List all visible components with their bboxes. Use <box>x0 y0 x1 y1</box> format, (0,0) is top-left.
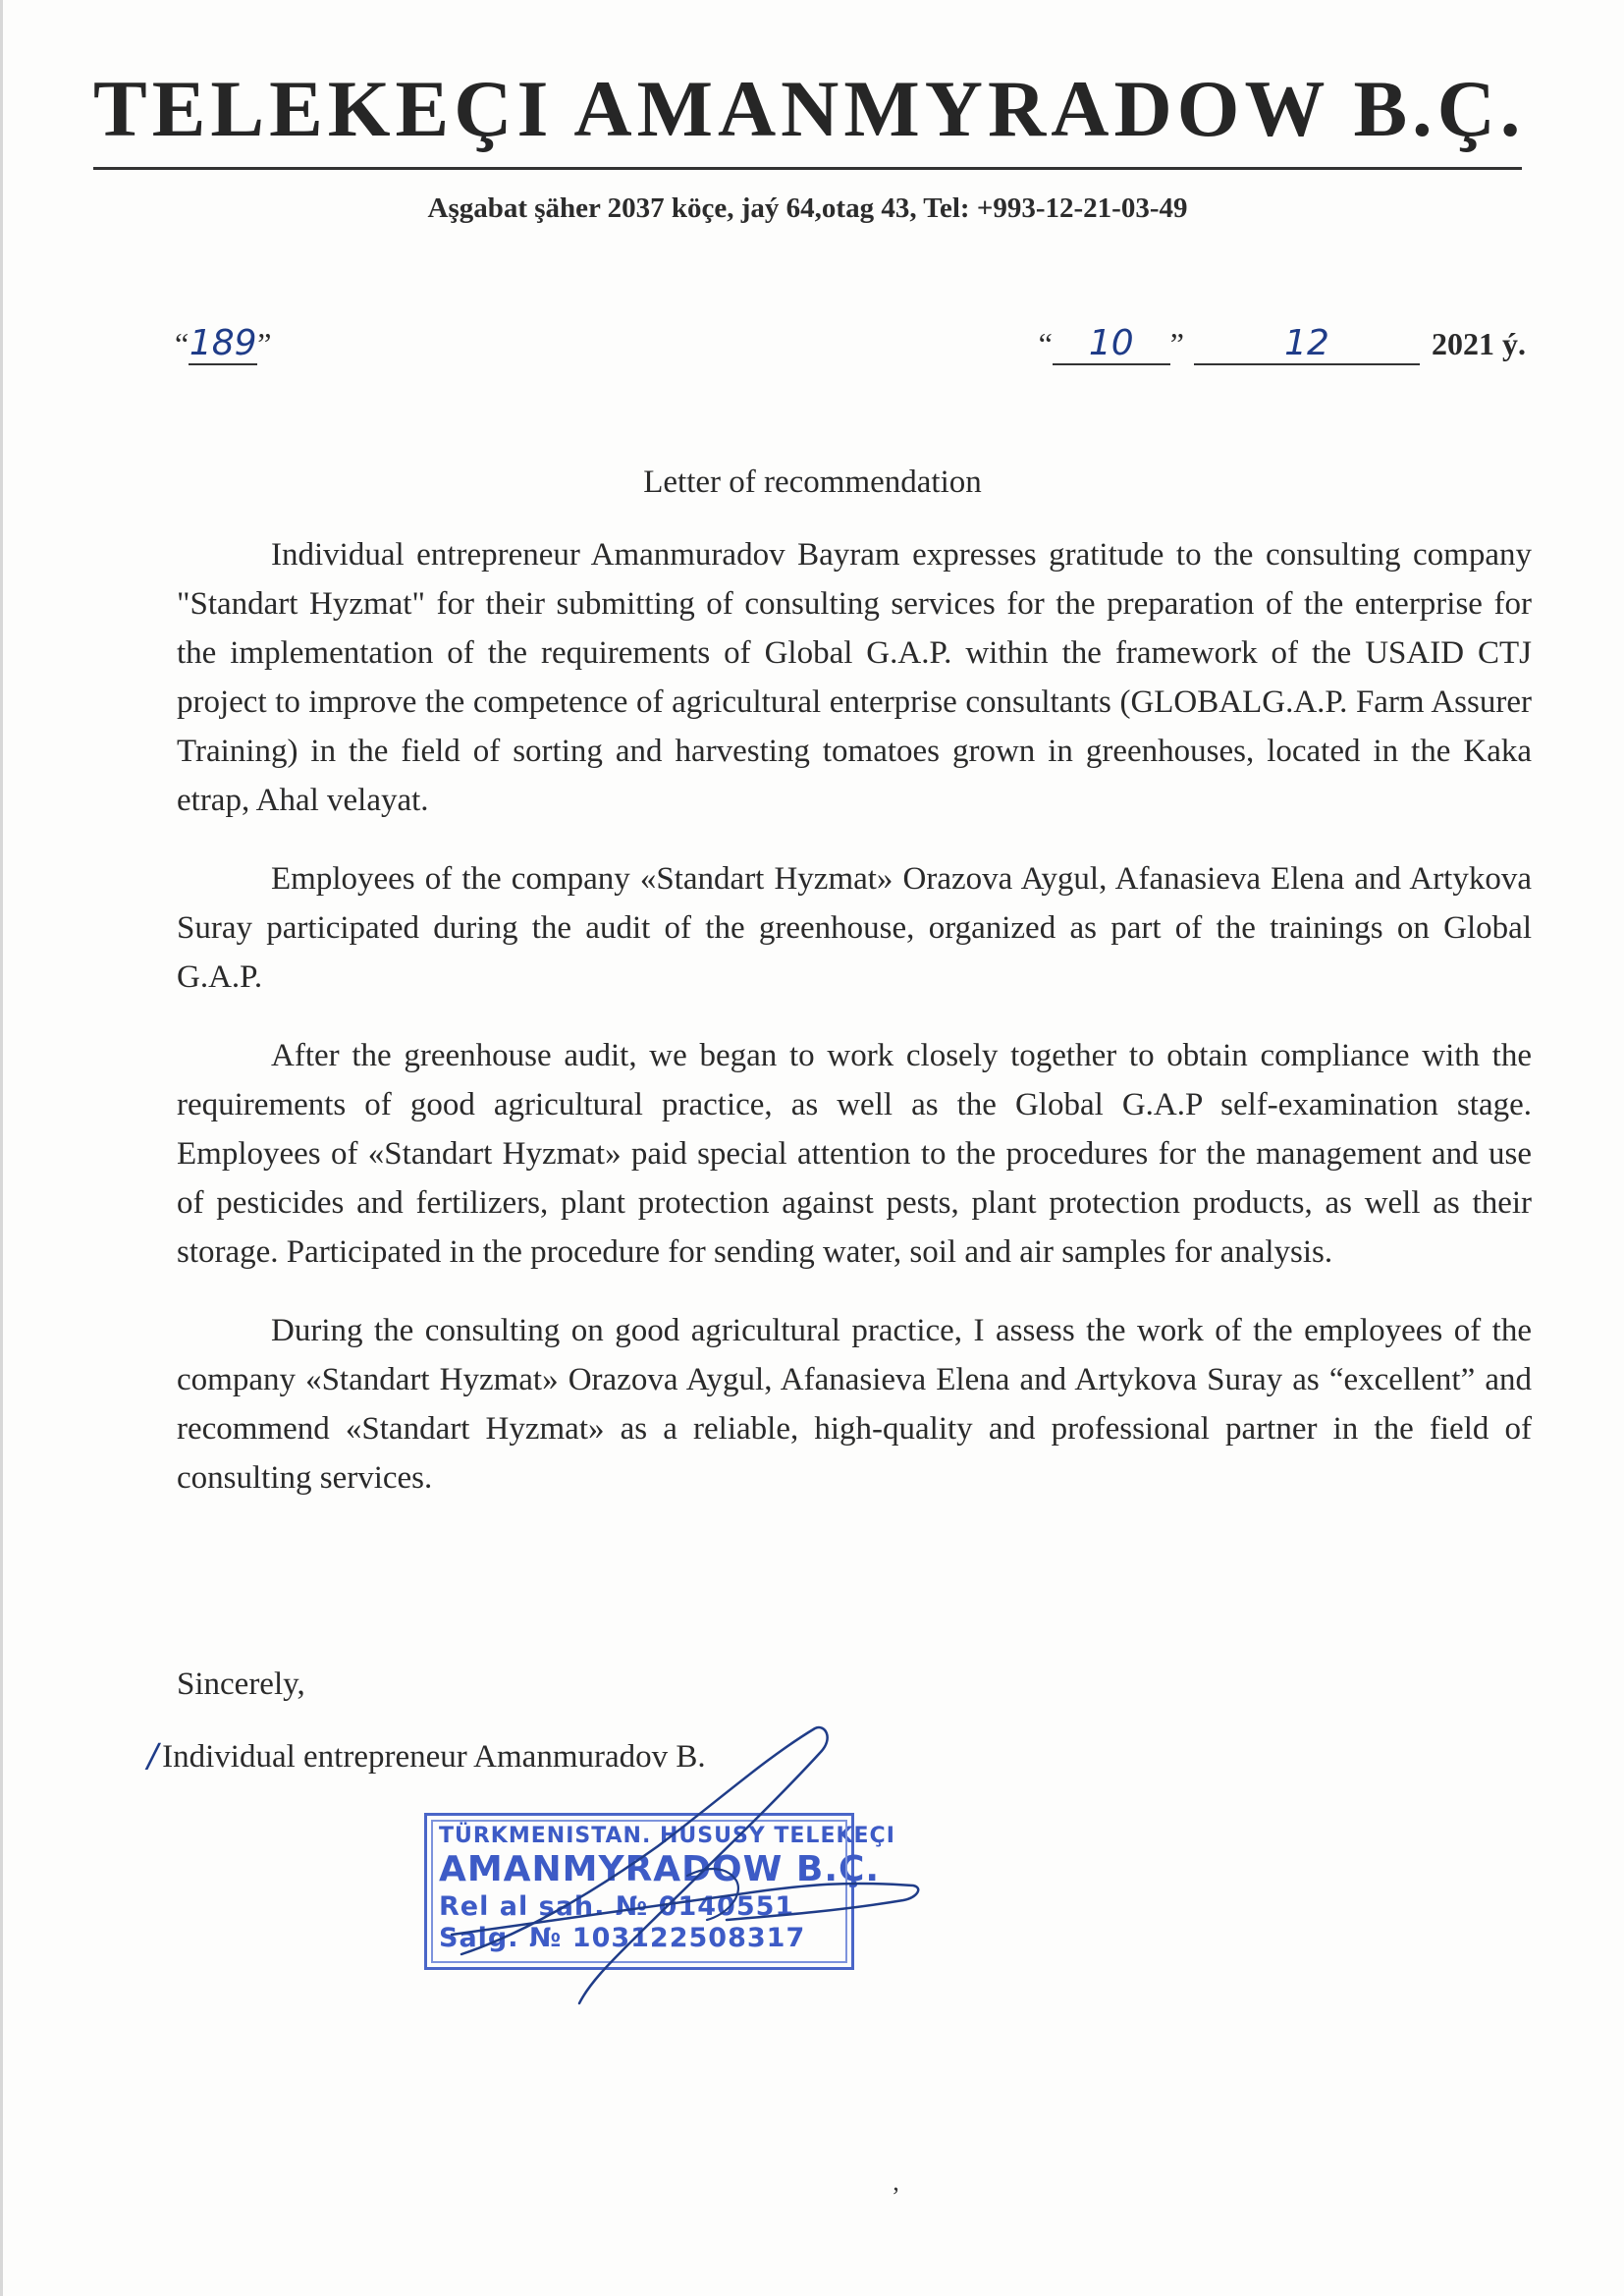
date-year: 2021 ý. <box>1432 326 1526 361</box>
signer-line <box>147 1731 706 1781</box>
letter-body <box>177 530 1532 1532</box>
signer-mark: / <box>147 1736 159 1775</box>
date-day-handwritten: 10 <box>1053 324 1170 365</box>
ref-open-quote: “ <box>175 326 189 361</box>
body-paragraph: During the consulting on good agricultural practice, I assess the work of the employees of the company «Standart Hyzmat» Orazova Aygul, Afanasieva Elena and Artykova Suray as “excellent” and recommend «Standart Hyzmat» as a reliable, high-quality and professional partner in the field of consulting services. <box>177 1313 1532 1496</box>
scan-edge <box>0 0 3 2296</box>
letterhead-company-name: TELEKEÇI AMANMYRADOW B.Ç. <box>93 64 1526 153</box>
ref-number-handwritten: 189 <box>189 323 257 363</box>
outgoing-reference <box>175 324 271 365</box>
company-stamp <box>424 1813 895 1970</box>
body-paragraph: Individual entrepreneur Amanmuradov Bayram expresses gratitude to the consulting company "Standart Hyzmat" for their submitting of consulting services for the preparation of the enterprise for the implementation of the requirements of Global G.A.P. within the framework of the USAID CTJ project to improve the competence of agricultural enterprise consultants (GLOBALG.A.P. Farm Assurer Training) in the field of sorting and harvesting tomatoes grown in greenhouses, located in the Kaka etrap, Ahal velayat. <box>177 537 1532 818</box>
body-paragraph: After the greenhouse audit, we began to work closely together to obtain compliance with the requirements of good agricultural practice, as well as the Global G.A.P self-examination stage. Employees of «Standart Hyzmat» paid special attention to the procedures for the management and use of pesticides and fertilizers, plant protection against pests, plant protection products, as well as their storage. Participated in the procedure for sending water, soil and air samples for analysis. <box>177 1038 1532 1270</box>
stamp-line-license: Rel al sah. № 0140551 <box>439 1891 795 1922</box>
ref-close-quote: ” <box>257 326 272 361</box>
stamp-line-name: AMANMYRADOW B.Ç. <box>439 1849 881 1889</box>
body-paragraph: Employees of the company «Standart Hyzmat» Orazova Aygul, Afanasieva Elena and Artykova Suray participated during the audit of the greenhouse, organized as part of the trainings on Global G.A.P. <box>177 861 1532 995</box>
signer-name: Individual entrepreneur Amanmuradov B. <box>162 1739 706 1775</box>
letter-date <box>1039 324 1526 365</box>
letterhead-divider <box>93 167 1522 170</box>
stamp-line-tax-id: Salg. № 103122508317 <box>439 1923 806 1953</box>
stamp-line-country: TÜRKMENISTAN. HUSUSY TELEKEÇI <box>439 1824 895 1848</box>
date-open-quote: “ <box>1038 326 1053 361</box>
date-close-quote: ” <box>1169 326 1184 361</box>
date-month-handwritten: 12 <box>1194 324 1420 365</box>
letterhead-address: Aşgabat şäher 2037 köçe, jaý 64,otag 43, Tel: +993-12-21-03-49 <box>427 192 1188 224</box>
closing-salutation: Sincerely, <box>177 1667 305 1702</box>
document-heading: Letter of recommendation <box>643 465 982 500</box>
page-mark: ʼ <box>892 2182 900 2211</box>
